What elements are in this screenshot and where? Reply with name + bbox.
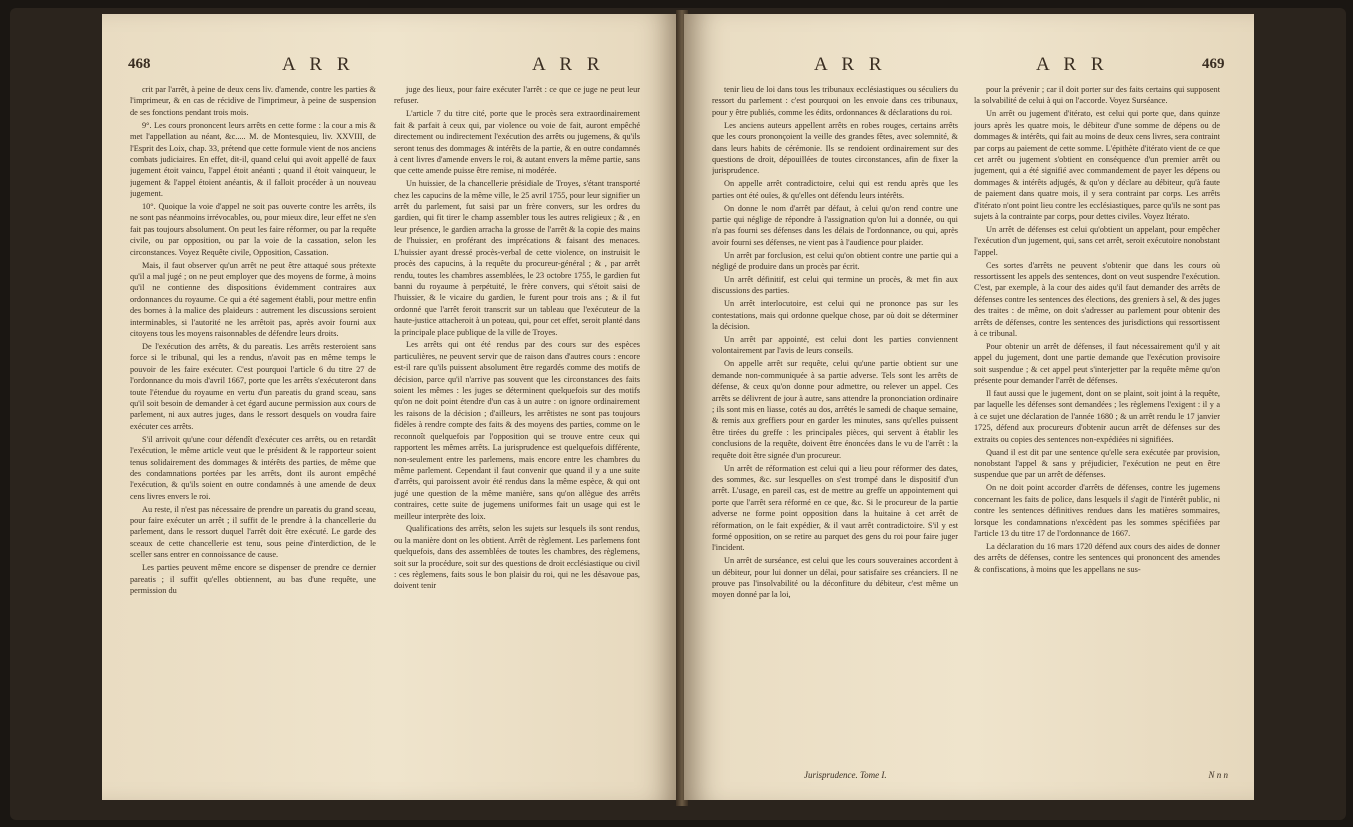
paragraph: pour la prévenir ; car il doit porter sur des faits certains qui supposent la solvabilité de celui à qui on l'accorde. Voyez Surséance. xyxy=(974,85,1220,106)
paragraph: On appelle arrêt sur requête, celui qu'une partie obtient sur une demande non-communiquée à sa partie adverse. Tels sont les arrêts de défense, & ceux qu'on donne pour admettre, ou relever un appel. Ces arrêts se délivrent de jour à autre, sans attendre la prononciation ordinaire ; ils sont mis en liasse, cotés au dos, arrêtés le samedi de chaque semaine, & remis aux greffiers pour en garder les minutes, sans qu'elles puissent être tirées du greffe : les principales pièces, qui servent à établir les conclusions de la requête, doivent être énoncées dans le vu de l'arrêt : la requête doit être signée d'un procureur. xyxy=(712,359,958,460)
page-number: 468 xyxy=(128,56,151,72)
paragraph: Les parties peuvent même encore se dispenser de prendre ce dernier pareatis ; il suffit qu'elles obtiennent, au bas d'une requête, une permission du xyxy=(130,563,376,595)
paragraph: Les arrêts qui ont été rendus par des cours sur des espèces particulières, ne peuvent servir que de raison dans d'autres cours : encore est-il rare qu'ils puissent absolument être regardés comme des motifs de décision, parce qu'il n'arrive pas souvent que les circonstances des faits soient les mêmes : les juges se déterminent quelquefois sur des motifs qu'on ne doit point étendre d'un cas à un autre : on ignore ordinairement les raisons de la décision ; d'ailleurs, les arrêtistes ne sont pas toujours fidèles à rendre compte des faits & des moyens des parties, comme on le reconnoît quelquefois par l'opposition qui se trouve entre ceux qui rapportent les mêmes arrêts. La jurisprudence est quelquefois différente, non-seulement entre les parlemens, mais encore entre les chambres du même parlement. Cependant il faut convenir que quand il y a une suite d'arrêts, qui paroissent avoir été rendus dans la même espèce, & qui ont jugé une question de la même manière, sans qu'on allègue des arrêts contraires, cette suite de jugemens uniformes fait un usage qui est le meilleur interprète des loix. xyxy=(394,340,640,521)
paragraph: Un huissier, de la chancellerie présidiale de Troyes, s'étant transporté chez les capucins de la même ville, le 25 avril 1755, pour leur signifier un arrêt du parlement, fut saisi par un frère convers, sur les ordres du gardien, qui fit tirer le champ assembler tous les autres religieux ; & , en leur présence, le gardien arracha la grosse de l'arrêt & la copie des mains de l'huissier, en proférant des imprécations & faisant des menaces. L'huissier ayant dressé procès-verbal de cette violence, on instruisit le procès des capucins, à la requête du procureur-général ; & , par arrêt rendu, toutes les chambres assemblées, le 23 octobre 1755, le gardien fut banni du royaume à perpétuité, le frère convers, qui s'étoit saisi de l'huissier, & le vicaire du gardien, le furent pour trois ans ; & il fut ordonné que l'arrêt feroit transcrit sur un tableau que l'exécuteur de la haute-justice attacheroit à un poteau, qui, pour cet effet, seroit planté dans la principale place publique de la ville de Troyes. xyxy=(394,179,640,337)
paragraph: Mais, il faut observer qu'un arrêt ne peut être attaqué sous prétexte qu'il a mal jugé ; on ne peut employer que des moyens de forme, à moins qu'il ne contienne des dispositions évidemment contraires aux ordonnances du royaume. Ce qui a été sagement établi, pour mettre enfin des bornes à la malice des plaideurs : autrement les discussions seroient interminables, si l'autorité ne les arrêtoit pas, après avoir fourni aux citoyens tous les moyens raisonnables de défendre leurs droits. xyxy=(130,260,376,339)
paragraph: Un arrêt interlocutoire, est celui qui ne prononce pas sur les contestations, mais qui ordonne quelque chose, par où doit se déterminer la décision. xyxy=(712,299,958,332)
running-head-right-column: A R R xyxy=(1036,54,1109,75)
paragraph: Il faut aussi que le jugement, dont on se plaint, soit joint à la requête, par laquelle les défenses sont demandées ; les règlemens l'exigent : il y a à ce sujet une déclaration de l'année 1680 ; & un arrêt rendu le 17 janvier 1725, défend aux procureurs d'obtenir aucun arrêt de défenses sur des extraits ou copies des sentences non-expédiées ni signifiées. xyxy=(974,389,1220,444)
footer-signature: Jurisprudence. Tome I. xyxy=(804,770,887,780)
paragraph: Au reste, il n'est pas nécessaire de prendre un pareatis du grand sceau, pour faire exécuter un arrêt ; il suffit de le prendre à la chancellerie du parlement, dans le ressort duquel l'arrêt doit être exécuté. Le garde des sceaux de cette chancellerie est tenu, sous peine d'interdiction, de le sceller sans entrer en connoissance de cause. xyxy=(130,504,376,560)
left-page xyxy=(102,14,680,800)
right-page xyxy=(684,14,1254,800)
footer-gathering-mark: N n n xyxy=(1208,770,1228,780)
running-head-right-column: A R R xyxy=(532,54,605,75)
paragraph: On donne le nom d'arrêt par défaut, à celui qu'on rend contre une partie qui néglige de répondre à l'assignation qu'on lui a donnée, ou qui n'a pas fourni ses défenses dans les délais de l'ordonnance, ou qui, après avoir fourni ses défenses, ne vient pas à l'audience pour plaider. xyxy=(712,203,958,247)
paragraph: Pour obtenir un arrêt de défenses, il faut nécessairement qu'il y ait appel du jugement, dont une partie demande que l'exécution provisoire soit suspendue ; & cet appel peut s'interjetter par la requête même qu'on présente pour demander l'arrêt de défenses. xyxy=(974,341,1220,386)
paragraph: S'il arrivoit qu'une cour défendît d'exécuter ces arrêts, ou en retardât l'exécution, le même article veut que le président & le rapporteur soient tenus solidairement des dommages & intérêts des parties, de même que des condamnations portées par les arrêts, dont ils auront empêché l'exécution, & qu'ils soient en outre condamnés à une amende de deux cens livres envers le roi. xyxy=(130,434,376,501)
paragraph: tenir lieu de loi dans tous les tribunaux ecclésiastiques ou séculiers du ressort du parlement : c'est pourquoi on les envoie dans ces tribunaux, pour y être publiés, comme les édits, ordonnances & déclarations du roi. xyxy=(712,85,958,117)
page-number: 469 xyxy=(1202,56,1225,72)
paragraph: La déclaration du 16 mars 1720 défend aux cours des aides de donner des arrêts de défenses, contre les sentences qui prononcent des amendes & confiscations, à moins que les appellans ne sus- xyxy=(974,541,1220,574)
paragraph: L'article 7 du titre cité, porte que le procès sera extraordinairement fait & parfait à ceux qui, par violence ou voie de fait, auront empêché directement ou indirectement l'exécution des arrêts ou jugemens, & qu'ils seront tenus des dommages & intérêts de la partie, & en outre condamnés à cent livres d'amende envers le roi, & autant envers la même partie, sans que cette amende puisse être remise, ni modérée. xyxy=(394,109,640,176)
paragraph: On ne doit point accorder d'arrêts de défenses, contre les jugemens concernant les faits de police, dans lesquels il s'agit de l'intérêt public, ni contre les sentences définitives rendues dans les matières sommaires, lorsque les condamnations n'excèdent pas les sommes spécifiées par l'article 13 du titre 17 de l'ordonnance de 1667. xyxy=(974,483,1220,538)
paragraph: Un arrêt de surséance, est celui que les cours souveraines accordent à un débiteur, pour lui donner un délai, pour satisfaire ses créanciers. Il ne prouve pas l'insolvabilité ou la déconfiture du débiteur, c'est même un moyen donné par la loi, xyxy=(712,556,958,600)
left-page-column-1 xyxy=(130,84,376,780)
paragraph: Un arrêt de réformation est celui qui a lieu pour réformer des dates, des sommes, &c. sur lesquelles on s'est trompé dans le dispositif d'un arrêt. L'usage, en pareil cas, est de mettre au greffe un appointement qui porte que l'arrêt sera réformé en ce que, &c. Si le procureur de la partie adverse ne forme point opposition dans la huitaine à cet arrêt de réformation, on le fait expédier, & il vaut arrêt contradictoire. S'il y est formé opposition, on se retire au parquet des gens du roi pour faire juger l'incident. xyxy=(712,463,958,553)
paragraph: Ces sortes d'arrêts ne peuvent s'obtenir que dans les cours où ressortissent les appels des sentences, dont on veut suspendre l'exécution. C'est, par exemple, à la cour des aides qu'il faut demander des arrêts de défenses contre les sentences des élections, des greniers à sel, & des juges des traites : de même, on doit s'adresser au parlement pour obtenir des arrêts de défenses, contre les sentences des jurisdictions qui ressortissent à ce tribunal. xyxy=(974,260,1220,339)
paragraph: Quand il est dit par une sentence qu'elle sera exécutée par provision, nonobstant l'appel & sans y préjudicier, l'exécution ne peut en être suspendue que par un arrêt de défenses. xyxy=(974,447,1220,480)
running-head: A R R xyxy=(282,54,355,75)
paragraph: 9°. Les cours prononcent leurs arrêts en cette forme : la cour a mis & met l'appellation au néant, &c..... M. de Montesquieu, liv. XXVIII, de l'Esprit des Loix, chap. 33, prétend que cette formule vient de nos anciens combats judiciaires. En effet, dit-il, quand celui qui avoit appellé de faux jugement étoit vaincu, l'appel étoit anéanti ; quand il étoit vainqueur, le jugement & l'appel étoient anéantis, & il falloit procéder à un nouveau jugement. xyxy=(130,120,376,199)
paragraph: Un arrêt par forclusion, est celui qu'on obtient contre une partie qui a négligé de produire dans un procès par écrit. xyxy=(712,250,958,272)
paragraph: juge des lieux, pour faire exécuter l'arrêt : ce que ce juge ne peut leur refuser. xyxy=(394,85,640,106)
paragraph: 10°. Quoique la voie d'appel ne soit pas ouverte contre les arrêts, ils ne sont pas néanmoins irrévocables, ou, pour mieux dire, leur effet ne s'en fait pas toujours absolument. On peut les faire réformer, ou par la requête civile, ou par opposition, ou par la voie de la cassation, selon les circonstances. Voyez Requête civile, Opposition, Cassation. xyxy=(130,202,376,257)
paragraph: On appelle arrêt contradictoire, celui qui est rendu après que les parties ont été ouïes, & qu'elles ont défendu leurs intérêts. xyxy=(712,179,958,200)
paragraph: Un arrêt de défenses est celui qu'obtient un appelant, pour empêcher l'exécution d'un jugement, qui, sans cet arrêt, seroit exécutoire nonobstant l'appel. xyxy=(974,224,1220,257)
right-page-column-1 xyxy=(712,84,958,780)
paragraph: Un arrêt définitif, est celui qui termine un procès, & met fin aux discussions des parties. xyxy=(712,275,958,296)
paragraph: Un arrêt ou jugement d'itérato, est celui qui porte que, dans quinze jours après les quatre mois, le débiteur d'une somme de dépens ou de dommages & intérêts, qui fait au moins de deux cens livres, sera contraint par corps au paiement de cette somme. L'épithète d'itérato vient de ce que cet arrêt ou jugement s'obtient en conséquence d'un premier arrêt ou jugement, qui a été signifié avec commandement de payer les dépens ou dommages & intérêts adjugés, & qu'on y déclare au débiteur, qu'à faute de paiement dans quatre mois, il y sera contraint par corps. Les arrêts d'itérato n'ont point lieu contre les ecclésiastiques, parce qu'ils ne sont pas sujets à la contrainte par corps, pour dettes civiles. Voyez Itérato. xyxy=(974,109,1220,221)
paragraph: Les anciens auteurs appellent arrêts en robes rouges, certains arrêts que les cours prononçoient la veille des grandes fêtes, avec solemnité, & dans leurs habits de cérémonie. Ils se rendoient ordinairement sur des questions de droit, dépouillées de toutes circonstances, afin de fixer la jurisprudence. xyxy=(712,120,958,176)
right-page-header xyxy=(684,54,1254,78)
paragraph: De l'exécution des arrêts, & du pareatis. Les arrêts resteroient sans force si le tribunal, qui les a rendus, n'avoit pas en même temps le pouvoir de les faire exécuter. C'est pourquoi l'article 6 du titre 27 de l'ordonnance du mois d'avril 1667, porte que les arrêts s'exécuteront dans toute l'étendue du royaume en vertu d'un pareatis du grand sceau, sans qu'il soit besoin de demander à cet égard aucune permission aux cours de parlement, ni aux autres juges, dans le ressort desquels on voudra faire exécuter ces arrêts. xyxy=(130,341,376,431)
running-head: A R R xyxy=(814,54,887,75)
left-page-column-2 xyxy=(394,84,640,780)
paragraph: Un arrêt par appointé, est celui dont les parties conviennent volontairement par l'avis de leurs conseils. xyxy=(712,335,958,356)
paragraph: crit par l'arrêt, à peine de deux cens liv. d'amende, contre les parties & l'imprimeur, & en cas de récidive de l'imprimeur, à peine de suspension de ses fonctions pendant trois mois. xyxy=(130,85,376,117)
paragraph: Qualifications des arrêts, selon les sujets sur lesquels ils sont rendus, ou la manière dont on les obtient. Arrêt de règlement. Les parlemens font quelquefois, dans des assemblées de toutes les chambres, des règlemens, soit sur la procédure, soit sur des questions de droit ecclésiastique ou civil : ces règlemens, faits sous le bon plaisir du roi, qui ne les désavoue pas, doivent tenir xyxy=(394,524,640,591)
left-page-header xyxy=(102,54,680,78)
right-page-column-2 xyxy=(974,84,1220,780)
